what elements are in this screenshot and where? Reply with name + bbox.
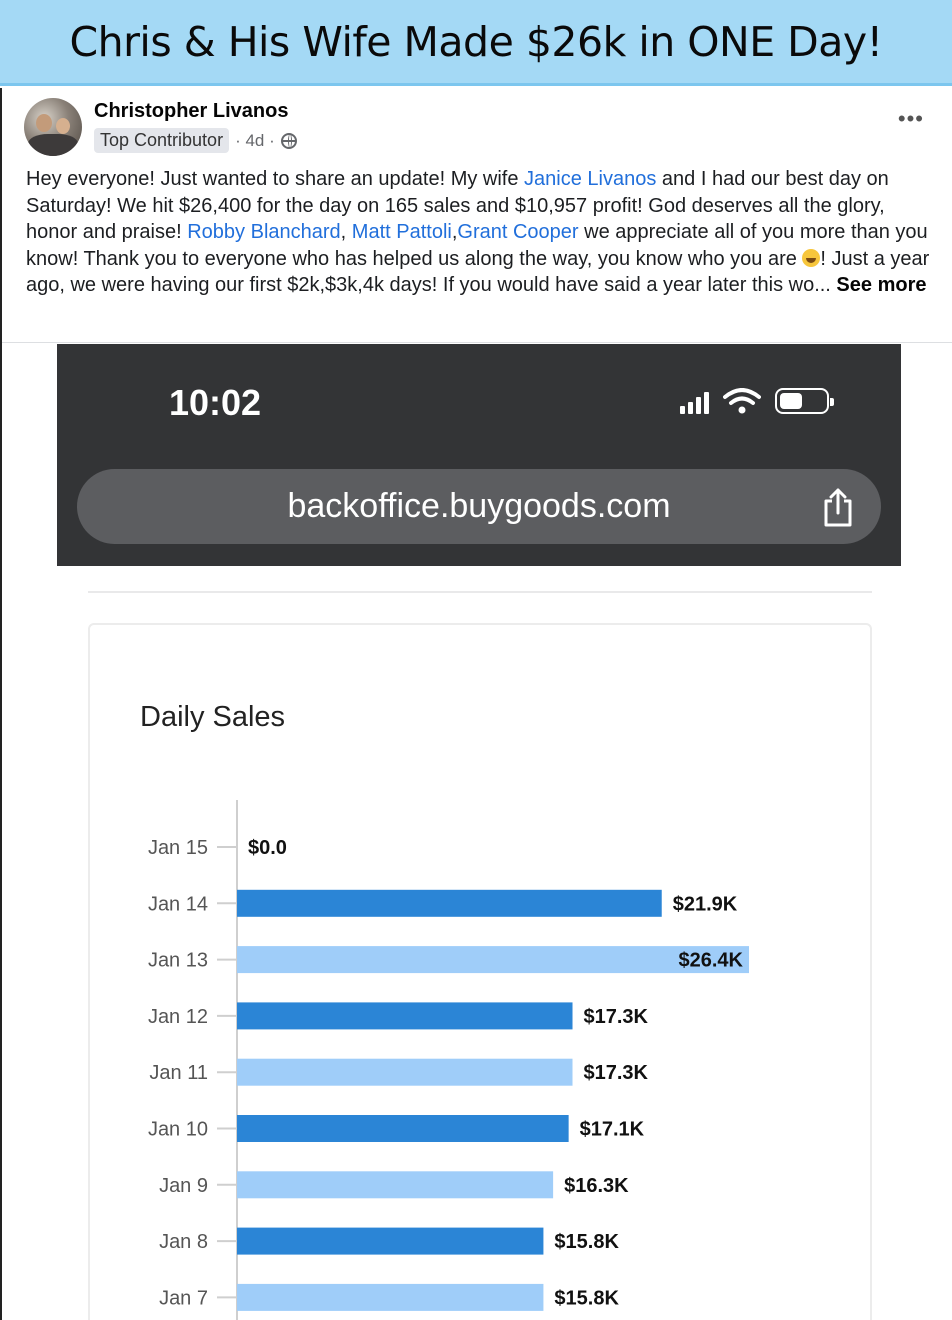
share-icon[interactable] (821, 487, 855, 527)
daily-sales-card (88, 623, 872, 1320)
separator (88, 591, 872, 593)
category-label: Jan 10 (147, 1118, 208, 1141)
value-label: $17.1K (579, 1118, 645, 1141)
mention-matt-pattoli[interactable]: Matt Pattoli (351, 221, 452, 244)
sales-bar[interactable] (237, 1115, 569, 1142)
globe-icon (281, 133, 297, 149)
sales-bar[interactable] (237, 946, 749, 973)
phone-clock: 10:02 (169, 382, 262, 423)
divider (2, 342, 952, 343)
facebook-post (0, 88, 952, 1320)
battery-icon (775, 388, 829, 414)
post-time[interactable]: · 4d · (235, 130, 275, 150)
category-label: Jan 15 (147, 837, 208, 859)
sales-bar[interactable] (237, 1228, 543, 1255)
sales-bar[interactable] (237, 1059, 573, 1086)
headline-banner (0, 0, 952, 86)
category-label: Jan 9 (159, 1174, 208, 1197)
category-label: Jan 7 (159, 1287, 208, 1310)
value-label: $17.3K (583, 1005, 649, 1028)
sales-bar[interactable] (237, 1171, 553, 1198)
value-label: $26.4K (678, 949, 743, 972)
category-label: Jan 12 (147, 1005, 208, 1028)
value-label: $15.8K (554, 1287, 619, 1310)
mention-janice-livanos[interactable]: Janice Livanos (524, 168, 657, 190)
value-label: $16.3K (564, 1174, 629, 1197)
url-bar[interactable] (77, 469, 881, 544)
url-text: backoffice.buygoods.com (287, 487, 671, 525)
sales-bar[interactable] (237, 890, 662, 917)
mention-grant-cooper[interactable]: Grant Cooper (457, 221, 579, 244)
daily-sales-chart (90, 625, 874, 1320)
mention-robby-blanchard[interactable]: Robby Blanchard (187, 221, 341, 244)
headline: Chris & His Wife Made $26k in ONE Day! (69, 17, 883, 66)
chart-title: Daily Sales (140, 701, 286, 733)
wifi-icon (723, 388, 761, 414)
sales-bar[interactable] (237, 1002, 573, 1029)
category-label: Jan 8 (159, 1231, 208, 1254)
top-contributor-badge: Top Contributor (94, 128, 229, 153)
value-label: $15.8K (554, 1231, 619, 1254)
post-meta (94, 128, 297, 153)
value-label: $0.0 (248, 837, 287, 859)
value-label: $17.3K (583, 1062, 649, 1085)
category-label: Jan 11 (149, 1062, 208, 1085)
phone-status-area (57, 344, 901, 566)
post-text: Hey everyone! Just wanted to share an update! My wife Janice Livanos and I had our best day on Saturday! We hit $26,400 for the day on 165 sales and $10,957 profit! God deserves all the glory, honor and praise! Robby Blanchard, Matt Pattoli,Grant Cooper we appreciate all of you more than you know! Thank you to everyone who has helped us along the way, you know who you are ! Just a year ago, we were having our first $2k,$3k,4k days! If you would have said a year later this wo... See more (26, 168, 930, 297)
post-header (24, 98, 924, 162)
value-label: $21.9K (672, 893, 738, 916)
status-icons (680, 388, 829, 414)
more-horizontal-icon[interactable]: ••• (897, 106, 924, 131)
category-label: Jan 14 (147, 893, 208, 916)
category-label: Jan 13 (147, 949, 208, 972)
avatar[interactable] (24, 98, 82, 156)
author-name[interactable]: Christopher Livanos (94, 100, 289, 122)
sales-bar[interactable] (237, 1284, 543, 1311)
grinning-emoji-icon (802, 249, 820, 267)
signal-icon (680, 392, 709, 414)
see-more-link[interactable]: See more (836, 274, 927, 297)
